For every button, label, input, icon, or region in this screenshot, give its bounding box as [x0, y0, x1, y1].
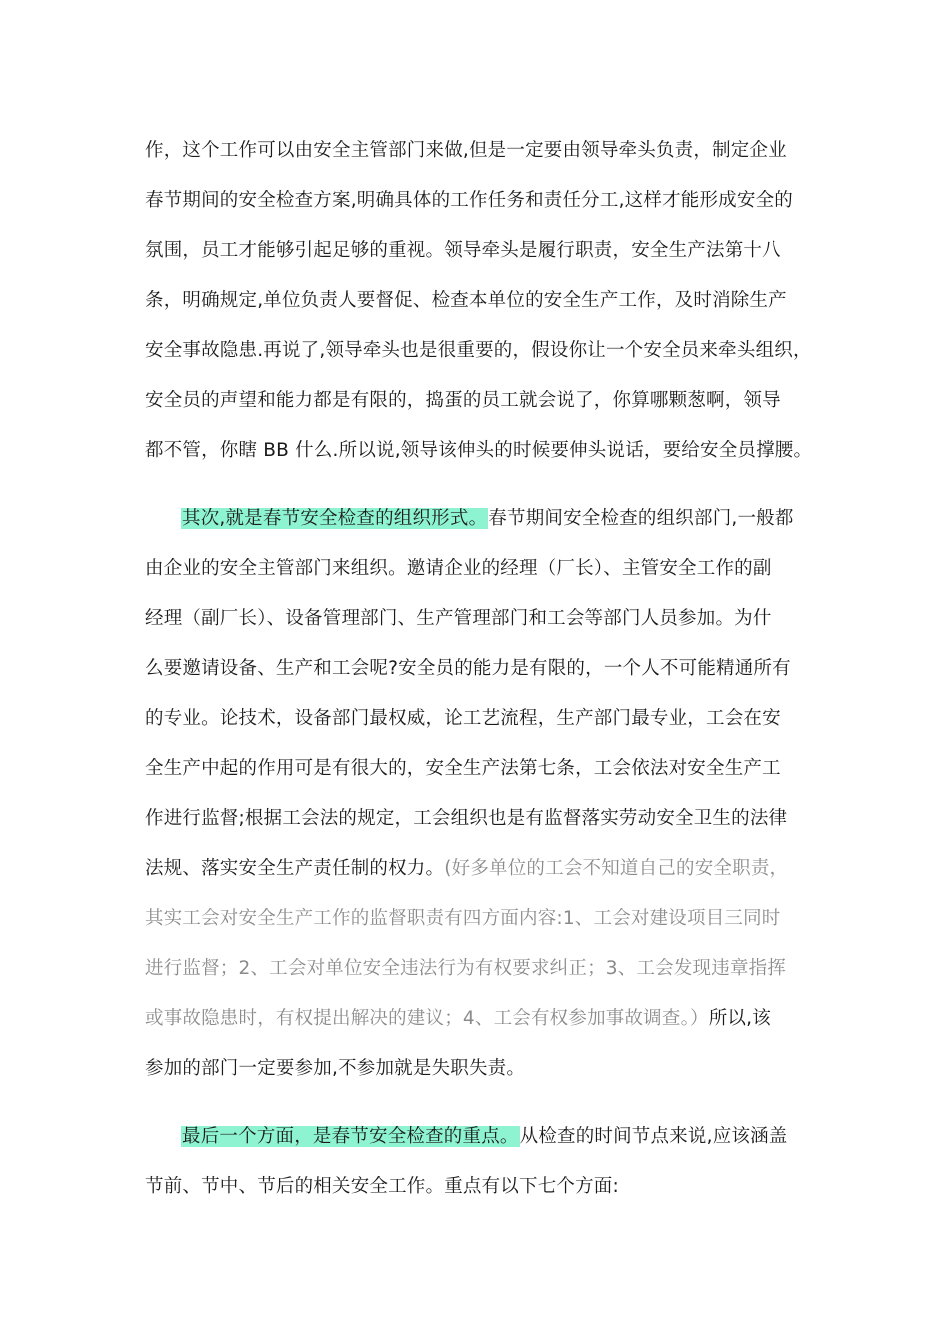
- p2-gray-tail: 或事故隐患时，有权提出解决的建议；4、工会有权参加事故调查。）: [145, 1008, 709, 1029]
- p2-line-5: 的专业。论技术，设备部门最权威，论工艺流程，生产部门最专业，工会在安: [145, 708, 781, 729]
- p1-line-7: 都不管，你瞎 BB 什么.所以说,领导该伸头的时候要伸头说话，要给安全员撑腰。: [145, 440, 813, 461]
- p1-line-5: 安全事故隐患.再说了,领导牵头也是很重要的，假设你让一个安全员来牵头组织，: [145, 340, 812, 361]
- p3-first-line-rest: 从检查的时间节点来说,应该涵盖: [519, 1126, 788, 1147]
- p2-highlight-heading: 其次,就是春节安全检查的组织形式。: [182, 508, 488, 529]
- p3-line-2: 节前、节中、节后的相关安全工作。重点有以下七个方面:: [145, 1176, 619, 1197]
- p2-line-7: 作进行监督;根据工会法的规定，工会组织也是有监督落实劳动安全卫生的法律: [145, 808, 788, 829]
- p2-line-3: 经理（副厂长）、设备管理部门、生产管理部门和工会等部门人员参加。为什: [145, 608, 772, 629]
- p2-mixed-normal: 法规、落实安全生产责任制的权力。: [145, 858, 445, 879]
- p2-last-line: 参加的部门一定要参加,不参加就是失职失责。: [145, 1058, 526, 1079]
- p2-gray-line-2: 进行监督；2、工会对单位安全违法行为有权要求纠正；3、工会发现违章指挥: [145, 958, 787, 979]
- p3-line-1: [181, 1125, 788, 1149]
- p2-gray-line-1: 其实工会对安全生产工作的监督职责有四方面内容:1、工会对建设项目三同时: [145, 908, 781, 929]
- p2-line-11: [145, 1007, 771, 1031]
- p2-normal-tail: 所以,该: [708, 1008, 771, 1029]
- p2-first-line-rest: 春节期间安全检查的组织部门,一般都: [488, 508, 794, 529]
- p3-highlight-heading: 最后一个方面，是春节安全检查的重点。: [182, 1126, 519, 1147]
- p1-line-2: 春节期间的安全检查方案,明确具体的工作任务和责任分工,这样才能形成安全的: [145, 190, 793, 211]
- p2-line-1: [181, 507, 794, 531]
- p1-line-6: 安全员的声望和能力都是有限的，捣蛋的员工就会说了，你算哪颗葱啊，领导: [145, 390, 781, 411]
- p1-line-4: 条，明确规定,单位负责人要督促、检查本单位的安全生产工作，及时消除生产: [145, 290, 787, 311]
- p2-line-4: 么要邀请设备、生产和工会呢?安全员的能力是有限的，一个人不可能精通所有: [145, 658, 791, 679]
- p2-mixed-gray: (好多单位的工会不知道自己的安全职责，: [444, 858, 789, 879]
- p1-line-1: 作，这个工作可以由安全主管部门来做,但是一定要由领导牵头负责，制定企业: [145, 140, 787, 161]
- p2-line-8: [145, 857, 788, 881]
- p1-line-3: 氛围，员工才能够引起足够的重视。领导牵头是履行职责，安全生产法第十八: [145, 240, 781, 261]
- p2-line-6: 全生产中起的作用可是有很大的，安全生产法第七条，工会依法对安全生产工: [145, 758, 781, 779]
- p2-line-2: 由企业的安全主管部门来组织。邀请企业的经理（厂长）、主管安全工作的副: [145, 558, 772, 579]
